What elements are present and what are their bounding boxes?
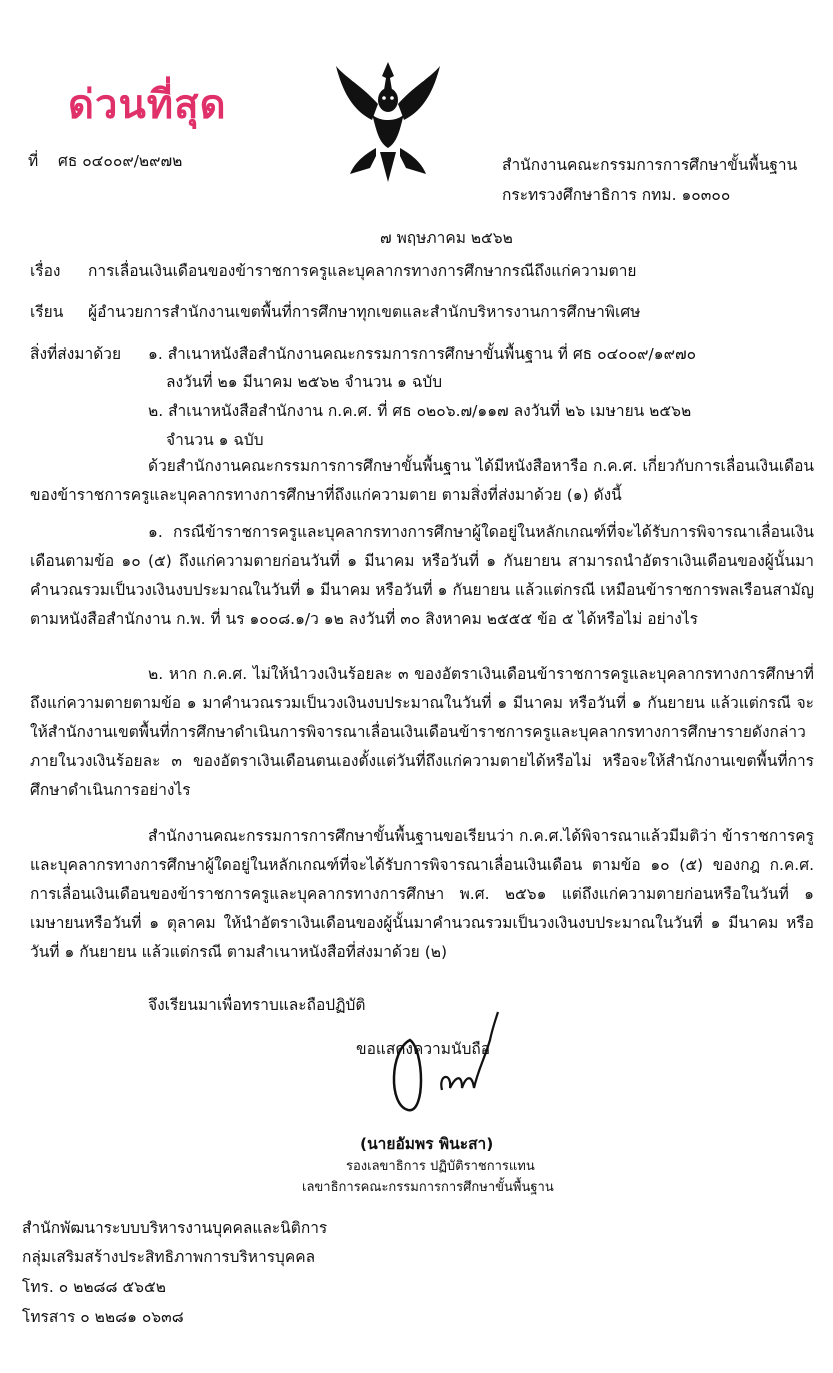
urgent-stamp: ด่วนที่สุด [68, 81, 227, 128]
enclosure-item-2-cont: จำนวน ๑ ฉบับ [166, 431, 264, 449]
garuda-emblem-icon [332, 56, 444, 186]
signer-position: รองเลขาธิการ ปฏิบัติราชการแทน [346, 1159, 535, 1174]
agency-address: กระทรวงศึกษาธิการ กทม. ๑๐๓๐๐ [502, 186, 731, 204]
regards-line: ขอแสดงความนับถือ [356, 1040, 491, 1058]
body-paragraph-3: ๒. หาก ก.ค.ศ. ไม่ให้นำวงเงินร้อยละ ๓ ของอัตราเงินเดือนข้าราชการครูและบุคลากรทางการศึกษาที่ถึงแก่ความตายตามข้อ ๑ มาคำนวณรวมเป็นวงเงินงบประมาณในวันที่ ๑ มีนาคม หรือวันที่ ๑ กันยายน แล้วแต่กรณี จะให้สำนักงานเขตพื้นที่การศึกษาดำเนินการพิจารณาเลื่อนเงินเดือนข้าราชการครูและบุคลากรทางการศึกษารายดังกล่าวภายในวงเงินร้อยละ ๓ ของอัตราเงินเดือนตนเองตั้งแต่วันที่ถึงแก่ความตายได้หรือไม่ หรือจะให้สำนักงานเขตพื้นที่การศึกษาดำเนินการอย่างไร [30, 665, 814, 799]
enclosures-label: สิ่งที่ส่งมาด้วย [30, 345, 122, 363]
footer-office: สำนักพัฒนาระบบบริหารงานบุคคลและนิติการ [22, 1219, 328, 1237]
closing-line: จึงเรียนมาเพื่อทราบและถือปฏิบัติ [148, 996, 366, 1014]
agency-name: สำนักงานคณะกรรมการการศึกษาขั้นพื้นฐาน [502, 156, 798, 174]
enclosure-item-2: ๒. สำเนาหนังสือสำนักงาน ก.ค.ศ. ที่ ศธ ๐๒๐๖.๗/๑๑๗ ลงวันที่ ๒๖ เมษายน ๒๕๖๒ [148, 402, 692, 420]
body-paragraph-2: ๑. กรณีข้าราชการครูและบุคลากรทางการศึกษาผู้ใดอยู่ในหลักเกณฑ์ที่จะได้รับการพิจารณาเลื่อนเงินเดือนตามข้อ ๑๐ (๕) ถึงแก่ความตายก่อนวันที่ ๑ มีนาคม หรือวันที่ ๑ กันยายน สามารถนำอัตราเงินเดือนของผู้นั้นมาคำนวณรวมเป็นวงเงินงบประมาณในวันที่ ๑ มีนาคม หรือวันที่ ๑ กันยายน แล้วแต่กรณี เหมือนข้าราชการพลเรือนสามัญ ตามหนังสือสำนักงาน ก.พ. ที่ นร ๑๐๐๘.๑/ว ๑๒ ลงวันที่ ๓๐ สิงหาคม ๒๕๕๕ ข้อ ๕ ได้หรือไม่ อย่างไร [30, 523, 814, 628]
ref-number: ศธ ๐๔๐๐๙/๒๙๗๒ [58, 152, 183, 170]
ref-label: ที่ [28, 152, 39, 170]
enclosure-item-1: ๑. สำเนาหนังสือสำนักงานคณะกรรมการการศึกษาขั้นพื้นฐาน ที่ ศธ ๐๔๐๐๙/๑๙๗๐ [148, 345, 697, 363]
signer-organization: เลขาธิการคณะกรรมการการศึกษาขั้นพื้นฐาน [302, 1180, 554, 1195]
subject-label: เรื่อง [30, 262, 61, 280]
body-paragraph-4: สำนักงานคณะกรรมการการศึกษาขั้นพื้นฐานขอเรียนว่า ก.ค.ศ.ได้พิจารณาแล้วมีมติว่า ข้าราชการครูและบุคลากรทางการศึกษาผู้ใดอยู่ในหลักเกณฑ์ที่จะได้รับการพิจารณาเลื่อนเงินเดือน ตามข้อ ๑๐ (๕) ของกฎ ก.ค.ศ. การเลื่อนเงินเดือนของข้าราชการครูและบุคลากรทางการศึกษา พ.ศ. ๒๕๖๑ แต่ถึงแก่ความตายก่อนหรือในวันที่ ๑ เมษายนหรือวันที่ ๑ ตุลาคม ให้นำอัตราเงินเดือนของผู้นั้นมาคำนวณรวมเป็นวงเงินงบประมาณในวันที่ ๑ มีนาคม หรือวันที่ ๑ กันยายน แล้วแต่กรณี ตามสำเนาหนังสือที่ส่งมาด้วย (๒) [30, 827, 814, 961]
footer-fax: โทรสาร ๐ ๒๒๘๑ ๐๖๓๘ [22, 1308, 184, 1326]
to-label: เรียน [30, 303, 64, 321]
body-paragraph-1: ด้วยสำนักงานคณะกรรมการการศึกษาขั้นพื้นฐาน ได้มีหนังสือหารือ ก.ค.ศ. เกี่ยวกับการเลื่อนเงินเดือนของข้าราชการครูและบุคลากรทางการศึกษาที่ถึงแก่ความตาย ตามสิ่งที่ส่งมาด้วย (๑) ดังนี้ [30, 457, 814, 504]
document-date: ๗ พฤษภาคม ๒๕๖๒ [380, 229, 513, 247]
footer-group: กลุ่มเสริมสร้างประสิทธิภาพการบริหารบุคคล [22, 1248, 316, 1266]
signer-name: (นายอัมพร พินะสา) [360, 1135, 494, 1153]
to-text: ผู้อำนวยการสำนักงานเขตพื้นที่การศึกษาทุกเขตและสำนักบริหารงานการศึกษาพิเศษ [88, 303, 641, 321]
footer-phone: โทร. ๐ ๒๒๘๘ ๕๖๕๒ [22, 1278, 166, 1296]
enclosure-item-1-cont: ลงวันที่ ๒๑ มีนาคม ๒๕๖๒ จำนวน ๑ ฉบับ [166, 373, 443, 391]
subject-text: การเลื่อนเงินเดือนของข้าราชการครูและบุคลากรทางการศึกษากรณีถึงแก่ความตาย [88, 262, 637, 280]
handwritten-signature [380, 1010, 530, 1130]
